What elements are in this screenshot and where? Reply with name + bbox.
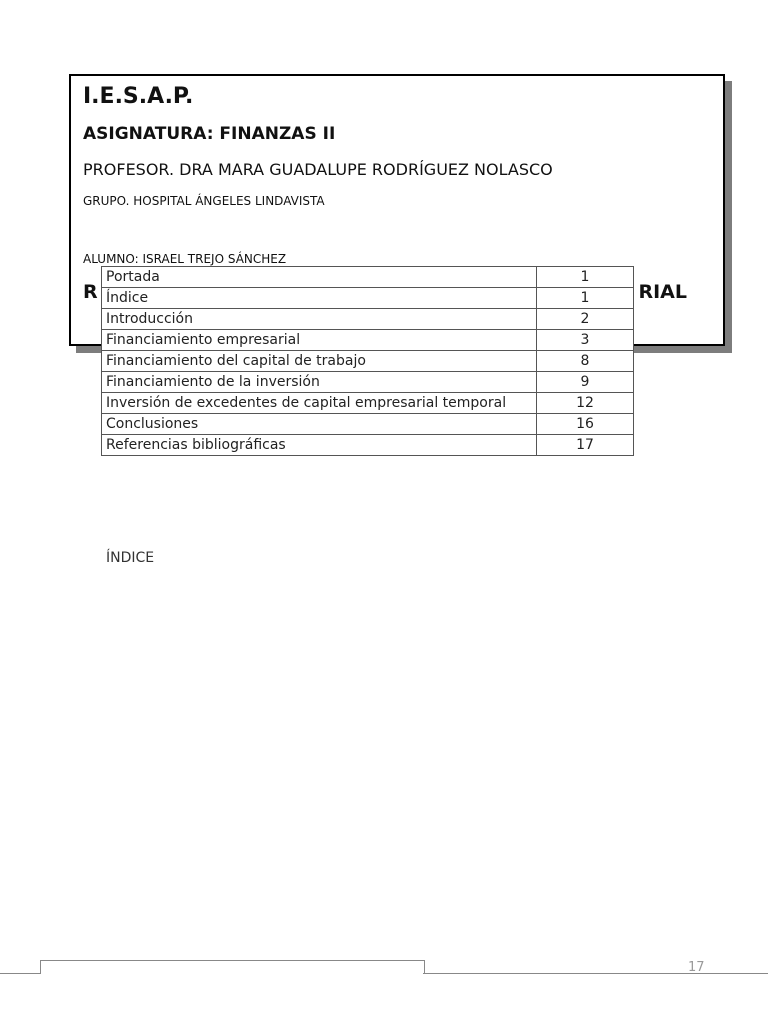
subject-line: ASIGNATURA: FINANZAS II xyxy=(83,124,336,144)
toc-entry-page: 2 xyxy=(537,309,634,330)
table-row xyxy=(102,393,634,414)
group-line: GRUPO. HOSPITAL ÁNGELES LINDAVISTA xyxy=(83,194,325,208)
toc-entry-title: Inversión de excedentes de capital empresarial temporal xyxy=(102,393,537,414)
toc-entry-title: Financiamiento de la inversión xyxy=(102,372,537,393)
toc-entry-title: Introducción xyxy=(102,309,537,330)
toc-entry-page: 1 xyxy=(537,288,634,309)
toc-entry-page: 17 xyxy=(537,435,634,456)
toc-entry-page: 16 xyxy=(537,414,634,435)
institution-name: I.E.S.A.P. xyxy=(83,84,194,109)
toc-table xyxy=(101,266,634,456)
table-row xyxy=(102,372,634,393)
toc-entry-page: 1 xyxy=(537,267,634,288)
table-row xyxy=(102,267,634,288)
toc-entry-title: Financiamiento empresarial xyxy=(102,330,537,351)
footer-rule-right xyxy=(423,973,768,974)
table-row xyxy=(102,288,634,309)
toc-entry-page: 3 xyxy=(537,330,634,351)
toc-caption: ÍNDICE xyxy=(106,550,155,566)
table-row xyxy=(102,435,634,456)
toc-entry-page: 8 xyxy=(537,351,634,372)
toc-entry-title: Portada xyxy=(102,267,537,288)
footer-tab xyxy=(40,960,425,974)
report-title-end: RIAL xyxy=(638,281,687,303)
footer-rule-left xyxy=(0,973,40,974)
toc-entry-title: Conclusiones xyxy=(102,414,537,435)
table-row xyxy=(102,351,634,372)
professor-line: PROFESOR. DRA MARA GUADALUPE RODRÍGUEZ NOLASCO xyxy=(83,160,553,179)
page-number: 17 xyxy=(688,960,705,975)
table-row xyxy=(102,414,634,435)
table-row xyxy=(102,330,634,351)
toc-entry-title: Índice xyxy=(102,288,537,309)
toc-entry-page: 12 xyxy=(537,393,634,414)
toc-entry-page: 9 xyxy=(537,372,634,393)
toc-entry-title: Referencias bibliográficas xyxy=(102,435,537,456)
table-row xyxy=(102,309,634,330)
toc-entry-title: Financiamiento del capital de trabajo xyxy=(102,351,537,372)
student-line: ALUMNO: ISRAEL TREJO SÁNCHEZ xyxy=(83,252,287,266)
report-title-start: R xyxy=(83,281,98,303)
